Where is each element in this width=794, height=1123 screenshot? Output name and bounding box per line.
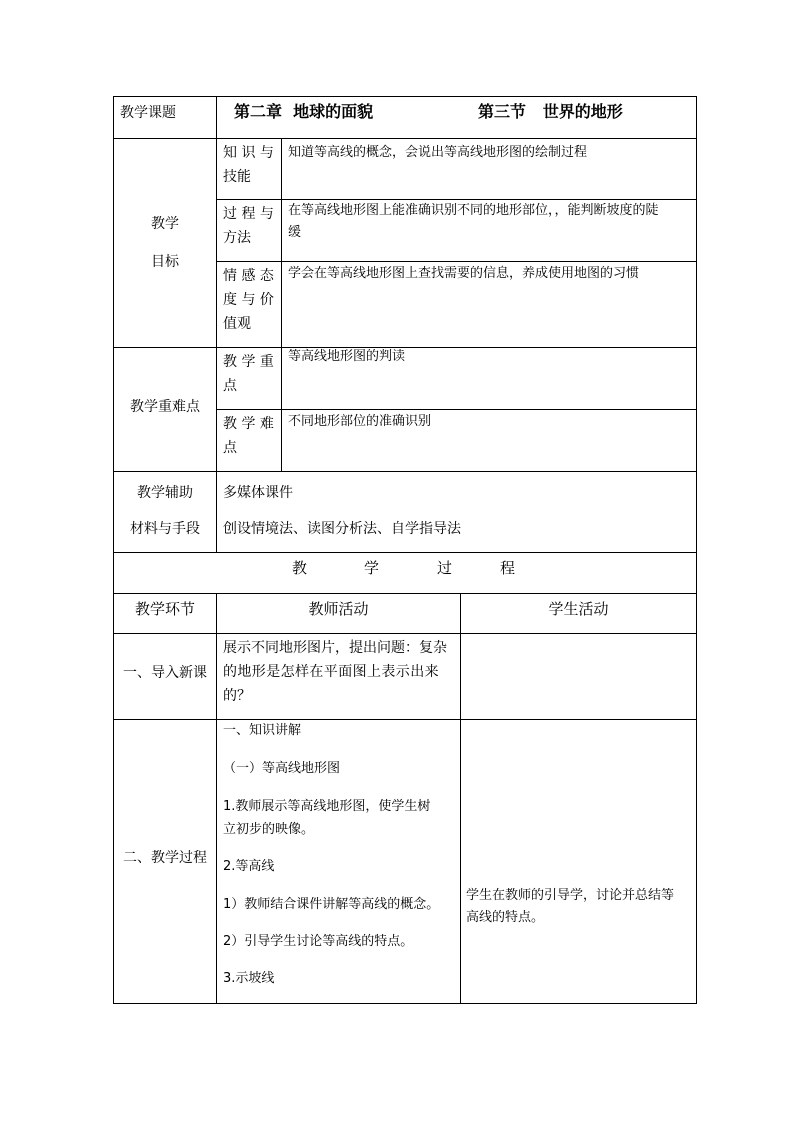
teacher-line: 的地形是怎样在平面图上表示出来	[223, 664, 439, 680]
aids-label	[114, 475, 216, 547]
objective-text-line: 缓	[288, 225, 302, 240]
aids-label-line: 材料与手段	[130, 521, 200, 537]
stage-name-intro: 一、导入新课	[123, 665, 207, 681]
stage-name-process: 二、教学过程	[123, 850, 207, 866]
difficulty-name	[223, 412, 279, 460]
header-label: 教学课题	[120, 105, 176, 121]
section-title: 第三节 世界的地形	[478, 102, 623, 121]
objectives-label	[114, 205, 216, 281]
student-column-header: 学生活动	[548, 600, 609, 618]
process-title-char: 教	[292, 559, 308, 577]
objective-name-knowledge	[223, 141, 279, 189]
teacher-line: 2）引导学生讨论等高线的特点。	[223, 934, 414, 949]
chapter-title: 第二章 地球的面貌	[234, 102, 374, 121]
teacher-line: 的？	[223, 688, 251, 704]
aids-line: 创设情境法、读图分析法、自学指导法	[223, 521, 461, 537]
teacher-line: 展示不同地形图片，提出问题：复杂	[223, 640, 447, 656]
teacher-line: 3.示坡线	[223, 971, 275, 986]
keypoints-label: 教学重难点	[130, 399, 200, 415]
focus-name-line: 点	[223, 378, 237, 394]
objective-name-line: 情 感 态	[223, 268, 274, 284]
objective-text-line: 在等高线地形图上能准确识别不同的地形部位，，能判断坡度的陡	[288, 203, 659, 218]
focus-name	[223, 350, 279, 398]
teacher-line: 1）教师结合课件讲解等高线的概念。	[223, 897, 440, 912]
objectives-label-line1: 教学	[151, 216, 179, 232]
objective-text-knowledge: 知道等高线的概念，会说出等高线地形图的绘制过程	[288, 145, 588, 160]
objective-name-line: 值观	[223, 316, 251, 332]
stage-student-process	[466, 885, 694, 929]
focus-name-line: 教 学 重	[223, 354, 274, 370]
teacher-line: 立初步的映像。	[223, 822, 315, 837]
teacher-line: 1.教师展示等高线地形图，使学生树	[223, 799, 431, 814]
student-line: 学生在教师的引导学，讨论并总结等	[466, 888, 675, 903]
teacher-line: 一、知识讲解	[223, 723, 302, 738]
objective-name-process	[223, 202, 279, 250]
student-line: 高线的特点。	[466, 910, 545, 925]
aids-label-line: 教学辅助	[137, 485, 193, 501]
objective-text-attitude: 学会在等高线地形图上查找需要的信息，养成使用地图的习惯	[288, 266, 640, 281]
aids-line: 多媒体课件	[223, 485, 293, 501]
teacher-column-header: 教师活动	[308, 600, 369, 618]
process-title-char: 学	[364, 559, 380, 577]
aids-content	[223, 475, 693, 547]
difficulty-name-line: 教 学 难	[223, 416, 274, 432]
objective-name-line: 度 与 价	[223, 292, 274, 308]
teacher-line: （一）等高线地形图	[223, 761, 341, 776]
stage-column-header: 教学环节	[134, 600, 195, 618]
objective-name-line: 技能	[223, 169, 251, 185]
objective-name-line: 方法	[223, 230, 251, 246]
teacher-line: 2.等高线	[223, 859, 275, 874]
process-title-char: 程	[500, 559, 516, 577]
focus-text: 等高线地形图的判读	[288, 349, 406, 364]
difficulty-text: 不同地形部位的准确识别	[288, 414, 432, 429]
difficulty-name-line: 点	[223, 440, 237, 456]
stage-teacher-intro	[223, 636, 459, 708]
objective-name-line: 过 程 与	[223, 206, 274, 222]
objective-name-line: 知 识 与	[223, 145, 274, 161]
process-title	[114, 556, 696, 588]
objective-text-process	[288, 200, 694, 244]
objectives-label-line2: 目标	[151, 254, 179, 270]
process-title-char: 过	[437, 559, 453, 577]
objective-name-attitude	[223, 264, 279, 336]
